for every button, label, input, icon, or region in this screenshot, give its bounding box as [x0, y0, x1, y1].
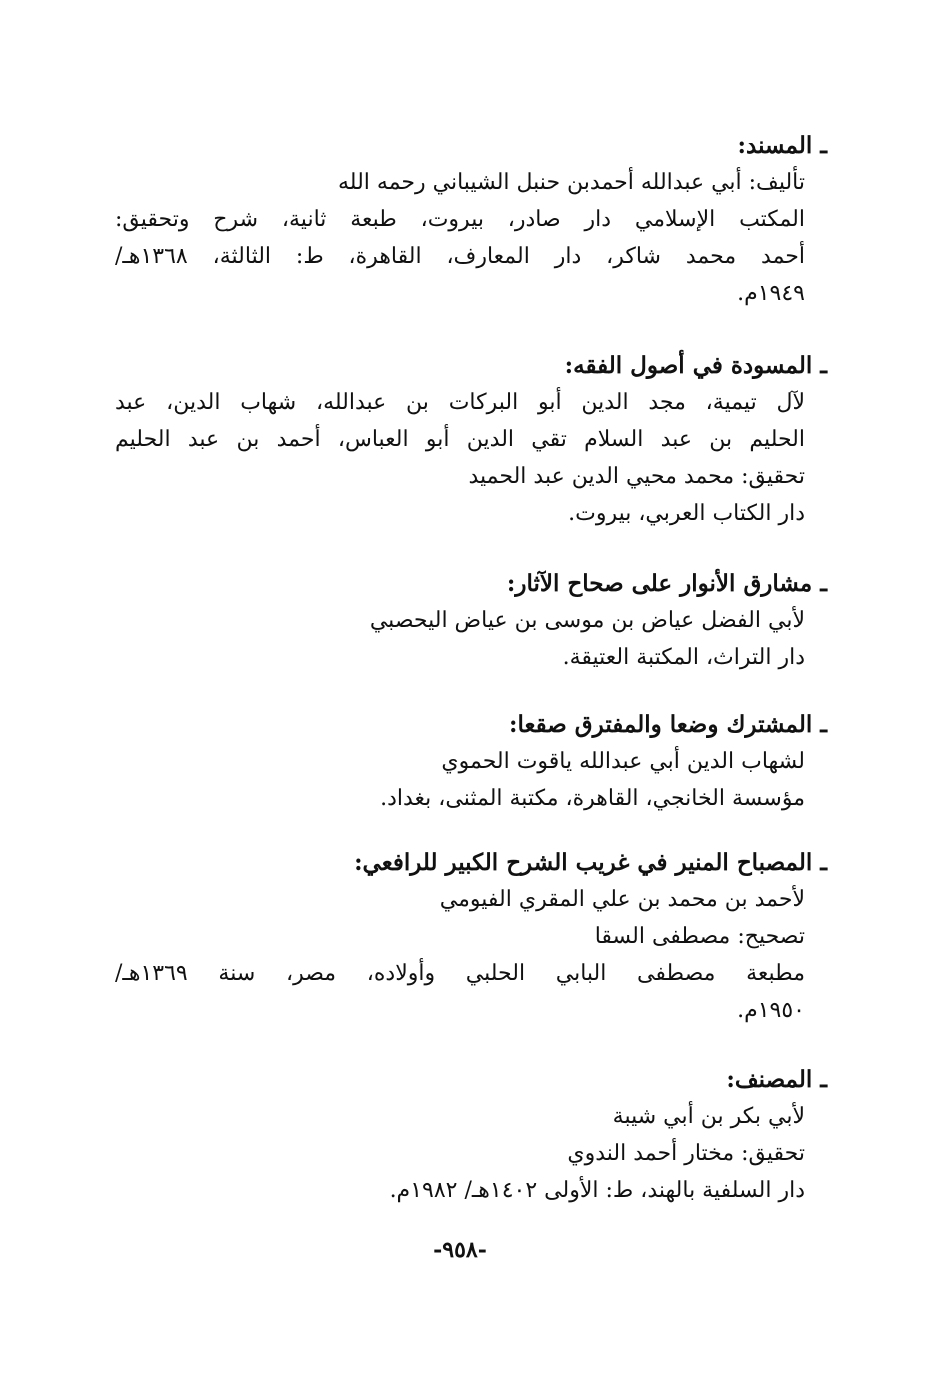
entry-line: لشهاب الدين أبي عبدالله ياقوت الحموي	[441, 749, 805, 774]
bibliography-entry-mushtarak	[115, 707, 827, 817]
entry-line: أحمد محمد شاكر، دار المعارف، القاهرة، ط: الثالثة، ١٣٦٨هـ/	[115, 244, 805, 269]
entry-line: تصحيح: مصطفى السقا	[594, 924, 805, 949]
entry-line: مطبعة مصطفى البابي الحلبي وأولاده، مصر، سنة ١٣٦٩هـ/	[115, 961, 805, 986]
bibliography-entry-misbah	[115, 845, 827, 1029]
entry-line: لآل تيمية، مجد الدين أبو البركات بن عبدالله، شهاب الدين، عبد	[115, 390, 805, 415]
entry-title: ـ المشترك وضعا والمفترق صقعا:	[509, 711, 827, 738]
page-number: -٩٥٨-	[433, 1237, 487, 1263]
entry-line: تحقيق: محمد محيي الدين عبد الحميد	[468, 464, 805, 489]
entry-line: تأليف: أبي عبدالله أحمدبن حنبل الشيباني رحمه الله	[338, 170, 805, 195]
entry-line: ١٩٤٩م.	[737, 281, 805, 306]
entry-line: المكتب الإسلامي دار صادر، بيروت، طبعة ثانية، شرح وتحقيق:	[115, 207, 805, 232]
entry-title: ـ المصنف:	[726, 1066, 827, 1093]
entry-line: دار التراث، المكتبة العتيقة.	[562, 645, 805, 670]
entry-title: ـ المسند:	[737, 132, 827, 159]
entry-title: ـ المسودة في أصول الفقه:	[564, 352, 827, 379]
bibliography-entry-musawwada	[115, 348, 827, 532]
entry-line: لأحمد بن محمد بن علي المقري الفيومي	[439, 887, 805, 912]
entry-line: مؤسسة الخانجي، القاهرة، مكتبة المثنى، بغداد.	[380, 786, 805, 811]
entry-line: الحليم بن عبد السلام تقي الدين أبو العباس، أحمد بن عبد الحليم	[115, 427, 805, 452]
bibliography-entry-musannaf	[115, 1062, 827, 1209]
bibliography-entry-mashariq	[115, 566, 827, 676]
bibliography-entry-musnad	[115, 128, 827, 312]
entry-line: لأبي الفضل عياض بن موسى بن عياض اليحصبي	[369, 608, 805, 633]
entry-line: لأبي بكر بن أبي شيبة	[612, 1104, 805, 1129]
entry-line: تحقيق: مختار أحمد الندوي	[567, 1141, 805, 1166]
entry-title: ـ مشارق الأنوار على صحاح الآثار:	[506, 570, 827, 597]
entry-title: ـ المصباح المنير في غريب الشرح الكبير للرافعي:	[354, 849, 827, 876]
entry-line: دار الكتاب العربي، بيروت.	[568, 501, 805, 526]
entry-line: ١٩٥٠م.	[737, 998, 805, 1023]
entry-line: دار السلفية بالهند، ط: الأولى ١٤٠٢هـ/ ١٩٨٢م.	[389, 1178, 805, 1203]
